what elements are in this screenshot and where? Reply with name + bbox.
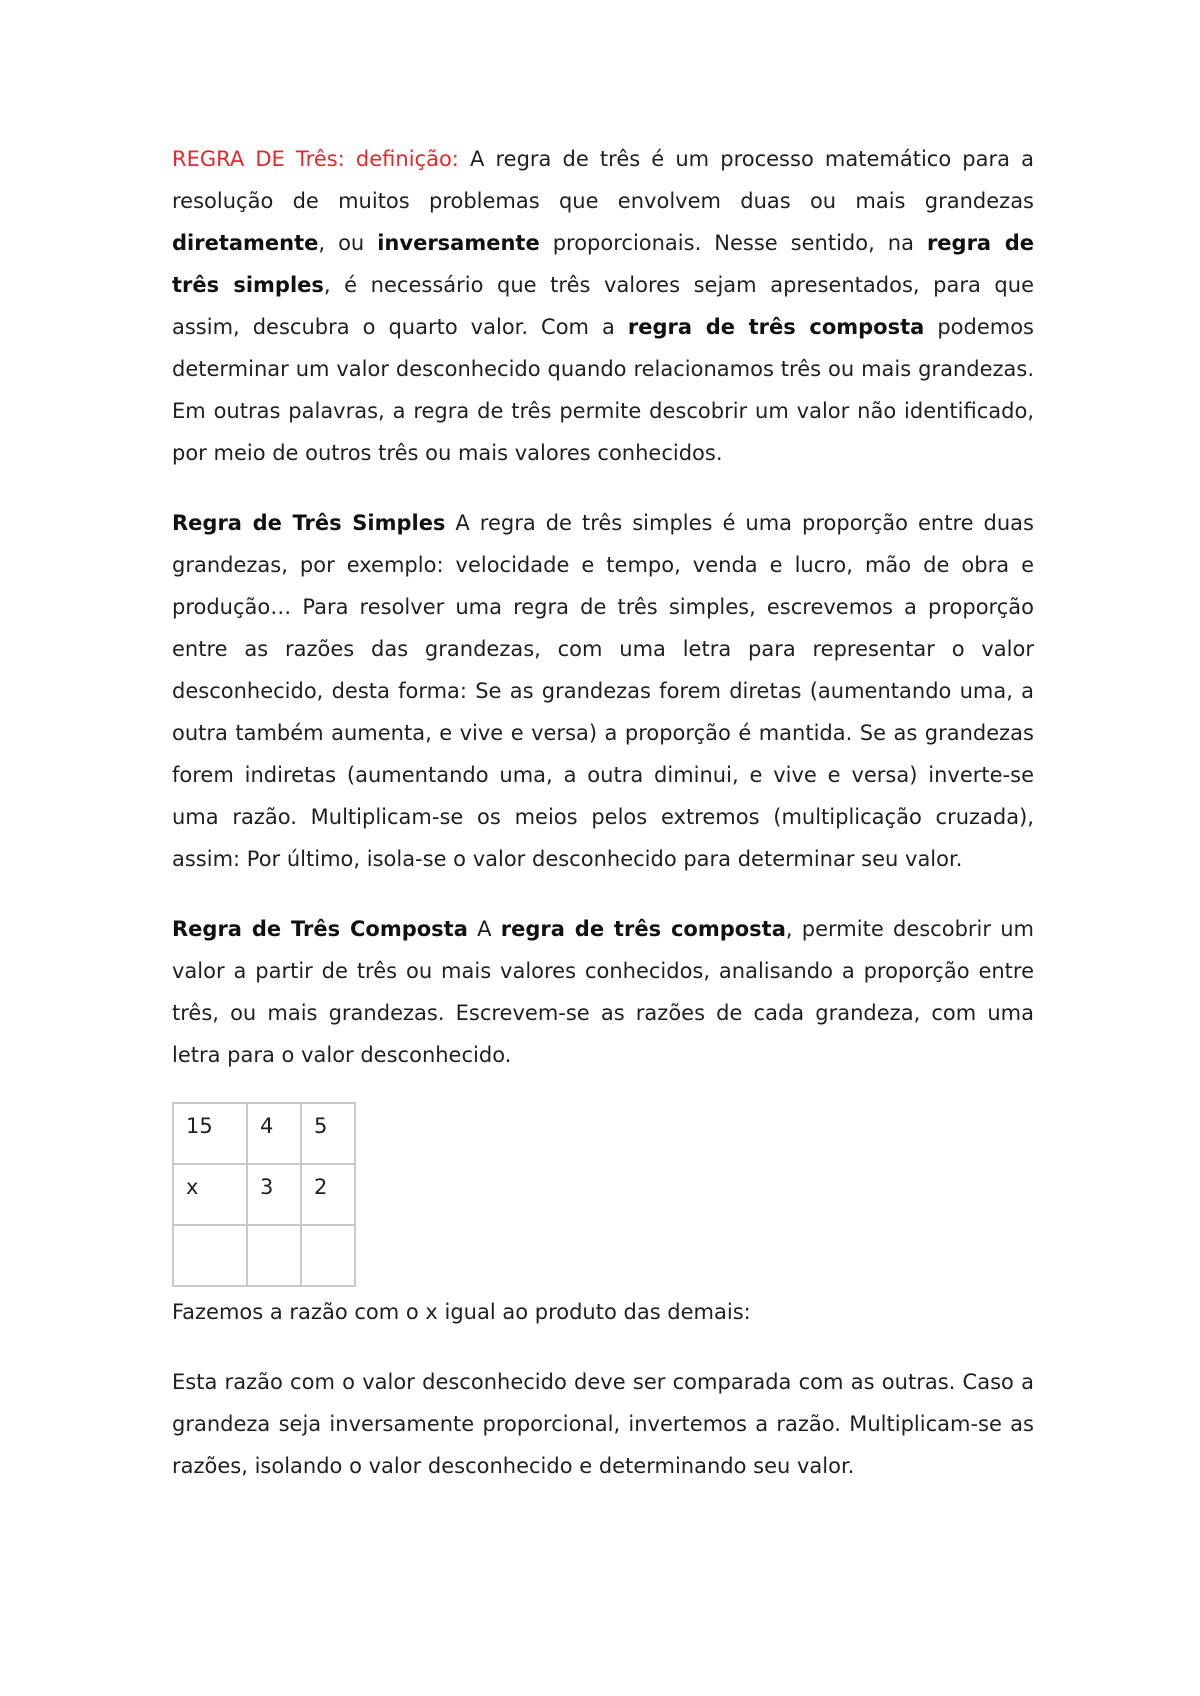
definition-paragraph bbox=[172, 138, 1034, 474]
table-cell: x bbox=[173, 1164, 247, 1225]
text-run: A regra de três é um processo matemático para a resolução de muitos problemas que envolvem duas ou mais grandezas bbox=[172, 147, 1034, 213]
text-run: podemos determinar um valor desconhecido quando relacionamos três ou mais grandezas. Em outras palavras, a regra de três permite descobrir um valor não identificado, por meio de outros três ou mais valores conhecidos. bbox=[172, 315, 1034, 465]
simple-rule-heading: Regra de Três Simples bbox=[172, 511, 446, 535]
text-run: A regra de três simples é uma proporção entre duas grandezas, por exemplo: velocidade e tempo, venda e lucro, mão de obra e produção… Para resolver uma regra de três simples, escrevemos a proporção entre as razões das grandezas, com uma letra para representar o valor desconhecido, desta forma: Se as grandezas forem diretas (aumentando uma, a outra também aumenta, e vive e versa) a proporção é mantida. Se as grandezas forem indiretas (aumentando uma, a outra diminui, e vive e versa) inverte-se uma razão. Multiplicam-se os meios pelos extremos (multiplicação cruzada), assim: Por último, isola-se o valor desconhecido para determinar seu valor. bbox=[172, 511, 1034, 871]
table-row bbox=[173, 1164, 355, 1225]
table-cell bbox=[301, 1225, 355, 1286]
document-page bbox=[172, 138, 1034, 1515]
definition-heading: REGRA DE Três: definição: bbox=[172, 147, 459, 171]
text-run: proporcionais. Nesse sentido, na bbox=[539, 231, 927, 255]
table-cell: 2 bbox=[301, 1164, 355, 1225]
text-run: A bbox=[467, 917, 501, 941]
comparison-paragraph: Esta razão com o valor desconhecido deve ser comparada com as outras. Caso a grandeza seja inversamente proporcional, invertemos a razão. Multiplicam-se as razões, isolando o valor desconhecido e determinando seu valor. bbox=[172, 1370, 1034, 1478]
table-cell: 15 bbox=[173, 1103, 247, 1164]
table-row bbox=[173, 1225, 355, 1286]
table-cell bbox=[173, 1225, 247, 1286]
table-cell bbox=[247, 1225, 301, 1286]
bold-term-simples: regra de três simples bbox=[172, 231, 1035, 297]
table-cell: 4 bbox=[247, 1103, 301, 1164]
text-run: , é necessário que três valores sejam apresentados, para que assim, descubra o quarto valor. Com a bbox=[172, 273, 1034, 339]
values-table bbox=[172, 1102, 356, 1287]
bold-term-diretamente: diretamente bbox=[172, 231, 319, 255]
compound-rule-heading: Regra de Três Composta bbox=[172, 917, 468, 941]
table-row bbox=[173, 1103, 355, 1164]
table-cell: 3 bbox=[247, 1164, 301, 1225]
bold-term-inversamente: inversamente bbox=[377, 231, 540, 255]
text-run: , permite descobrir um valor a partir de três ou mais valores conhecidos, analisando a proporção entre três, ou mais grandezas. Escrevem-se as razões de cada grandeza, com uma letra para o valor desconhecido. bbox=[172, 917, 1035, 1067]
bold-term-composta: regra de três composta bbox=[627, 315, 925, 339]
bold-term-composta: regra de três composta bbox=[500, 917, 786, 941]
table-cell: 5 bbox=[301, 1103, 355, 1164]
ratio-paragraph: Fazemos a razão com o x igual ao produto das demais: bbox=[172, 1300, 751, 1324]
compound-rule-paragraph bbox=[172, 908, 1034, 1076]
text-run: , ou bbox=[318, 231, 378, 255]
simple-rule-paragraph bbox=[172, 502, 1034, 880]
